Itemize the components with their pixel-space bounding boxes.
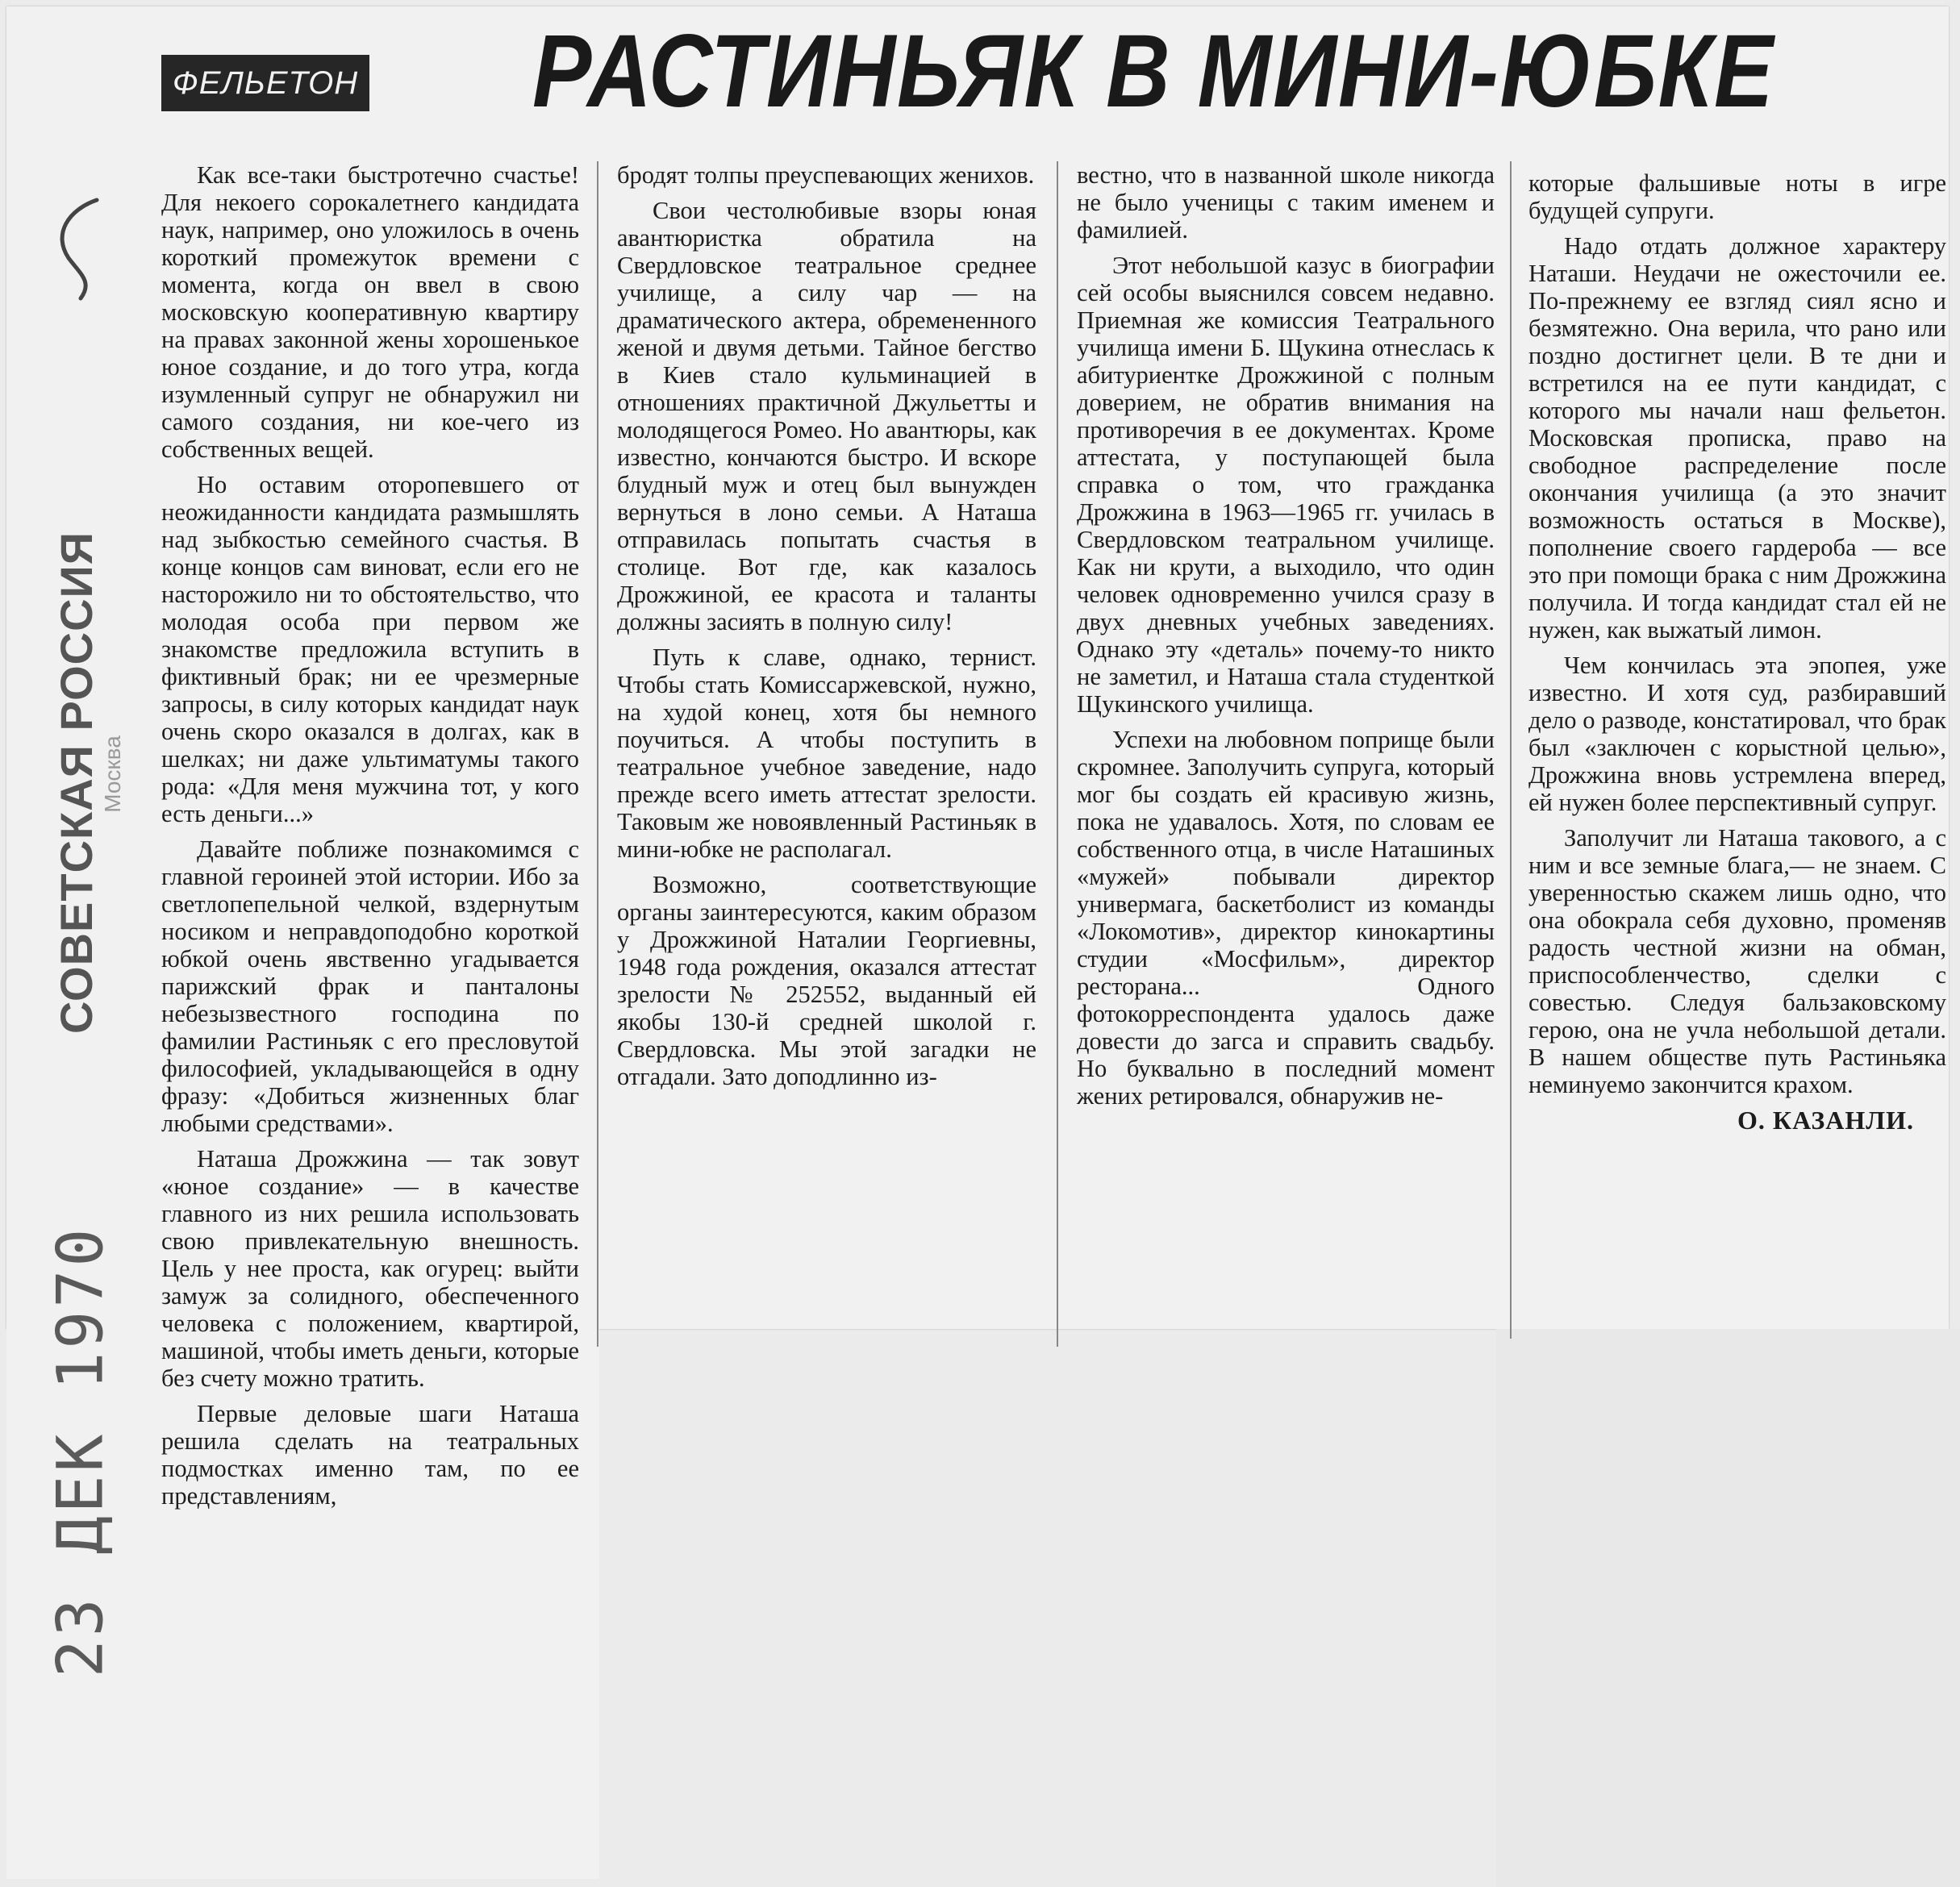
paragraph: Свои честолюбивые взоры юная авантюристка обратила на Свердловское театральное среднее училище, а силу чар — на драматического актера, обремененного женой и двумя детьми. Тайное бегство в Киев стало кульминацией в отношениях практичной Джульетты и молодящегося Ромео. Но авантюры, как известно, кончаются быстро. И вскоре блудный муж и отец был вынужден вернуться в лоно семьи. А Наташа отправилась попытать счастья в столице. Вот где, как казалось Дрожжиной, ее красота и таланты должны засиять в полную силу! [617, 197, 1036, 635]
paragraph: Но оставим оторопевшего от неожиданности кандидата размышлять над зыбкостью семейного счастья. В конце концов сам виноват, если его не насторожило ни то обстоятельство, что молодая особа при первом же знакомстве предложила вступить в фиктивный брак; ни ее чрезмерные запросы, в силу которых кандидат наук очень скоро оказался в долгах, как в шелках; ни даже ультиматумы такого рода: «Для меня мужчина тот, у кого есть деньги...» [161, 471, 579, 827]
background-paper [1496, 1329, 1960, 1887]
paragraph: Наташа Дрожжина — так зовут «юное создание» — в качестве главного из них решила использовать свою привлекательную внешность. Цель у нее проста, как огурец: выйти замуж за солидного, обеспеченного человека с положением, квартирой, машиной, чтобы иметь деньги, которые без счету можно тратить. [161, 1145, 579, 1392]
paragraph: Этот небольшой казус в биографии сей особы выяснился совсем недавно. Приемная же комиссия Театрального училища имени Б. Щукина отнеслась к абитуриентке Дрожжиной с полным доверием, не обратив внимания на противоречия в ее документах. Кроме аттестата, у поступающей была справка о том, что гражданка Дрожжина в 1963—1965 гг. училась в Свердловском театральном училище. Как ни крути, а выходило, что один человек одновременно учился сразу в двух дневных учебных заведениях. Однако эту «деталь» почему-то никто не заметил, и Наташа стала студенткой Щукинского училища. [1077, 252, 1495, 718]
newspaper-stamp [16, 531, 129, 1726]
article-column-1 [161, 161, 579, 1518]
paragraph: Чем кончилась эта эпопея, уже известно. И хотя суд, разбиравший дело о разводе, констатировал, что брак был «заключен с корыстной целью», Дрожжина вновь устремлена вперед, ей нужен более перспективный супруг. [1528, 652, 1946, 816]
paragraph: Давайте поближе познакомимся с главной героиней этой истории. Ибо за светлопепельной челкой, вздернутым носиком и неправдоподобно короткой юбкой очень явственно угадывается парижский фрак и панталоны небезызвестного господина по фамилии Растиньяк с его пресловутой философией, укладывающейся в одну фразу: «Добиться жизненных благ любыми средствами». [161, 835, 579, 1137]
stamp-newspaper-name: СОВЕТСКАЯ РОССИЯ [51, 531, 102, 1034]
article-column-3 [1077, 161, 1495, 1118]
paragraph: Первые деловые шаги Наташа решила сделать на театральных подмостках именно там, по ее представлениям, [161, 1400, 579, 1510]
stamp-date: 23 ДЕК 1970 [44, 1225, 117, 1678]
author-signature: О. КАЗАНЛИ. [1737, 1106, 1914, 1135]
pencil-mark-icon [36, 185, 109, 306]
paragraph: вестно, что в названной школе никогда не было ученицы с таким именем и фамилией. [1077, 161, 1495, 244]
paragraph: Надо отдать должное характеру Наташи. Неудачи не ожесточили ее. По-прежнему ее взгляд сиял ясно и безмятежно. Она верила, что рано или поздно достигнет цели. В те дни и встретился на ее пути кандидат, с которого мы начали наш фельетон. Московская прописка, право на свободное распределение после окончания училища (а это значит возможность остаться в Москве), пополнение своего гардероба — все это при помощи брака с ним Дрожжина получила. И тогда кандидат стал ей не нужен, как выжатый лимон. [1528, 232, 1946, 644]
paragraph: Путь к славе, однако, тернист. Чтобы стать Комиссаржевской, нужно, на худой конец, хотя бы немного поучиться. А чтобы поступить в театральное учебное заведение, надо прежде всего иметь аттестат зрелости. Таковым же новоявленный Растиньяк в мини-юбке не располагал. [617, 644, 1036, 863]
paragraph: Как все-таки быстротечно счастье! Для некоего сорокалетнего кандидата наук, например, оно уложилось в очень короткий промежуток времени с момента, когда он ввел в свою московскую кооперативную квартиру на правах законной жены хорошенькое юное создание, и до того утра, когда изумленный супруг не обнаружил ни самого создания, ни кое-чего из собственных вещей. [161, 161, 579, 463]
paragraph: Заполучит ли Наташа такового, а с ним и все земные блага,— не знаем. С уверенностью скажем лишь одно, что она обокрала себя духовно, променяв радость честной жизни на обман, приспособленчество, сделки с совестью. Следуя бальзаковскому герою, она не учла небольшой детали. В нашем обществе путь Растиньяка неминуемо закончится крахом. [1528, 824, 1946, 1098]
stamp-city: Москва [100, 735, 125, 813]
paragraph: которые фальшивые ноты в игре будущей супруги. [1528, 169, 1946, 224]
column-divider [597, 161, 598, 1347]
paragraph: Возможно, соответствующие органы заинтересуются, каким образом у Дрожжиной Наталии Георгиевны, 1948 года рождения, оказался аттестат зрелости № 252552, выданный ей якобы 130-й средней школой г. Свердловска. Мы этой загадки не отгадали. Зато доподлинно из- [617, 871, 1036, 1090]
article-column-2 [617, 161, 1036, 1098]
column-divider [1510, 161, 1512, 1339]
paragraph: бродят толпы преуспевающих женихов. [617, 161, 1035, 189]
column-divider [1057, 161, 1058, 1347]
article-column-4 [1528, 169, 1946, 1134]
headline: РАСТИНЬЯК В МИНИ-ЮБКЕ [532, 14, 1775, 129]
paragraph: Успехи на любовном поприще были скромнее. Заполучить супруга, который мог бы создать ей красивую жизнь, пока не удавалось. Хотя, по словам ее собственного отца, в числе Наташиных «мужей» побывали директор универмага, баскетболист из команды «Локомотив», директор кинокартины студии «Мосфильм», директор ресторана... Одного фотокорреспондента удалось даже довести до загса и справить свадьбу. Но буквально в последний момент жених ретировался, обнаружив не- [1077, 726, 1495, 1110]
rubric-label: ФЕЛЬЕТОН [161, 55, 369, 111]
